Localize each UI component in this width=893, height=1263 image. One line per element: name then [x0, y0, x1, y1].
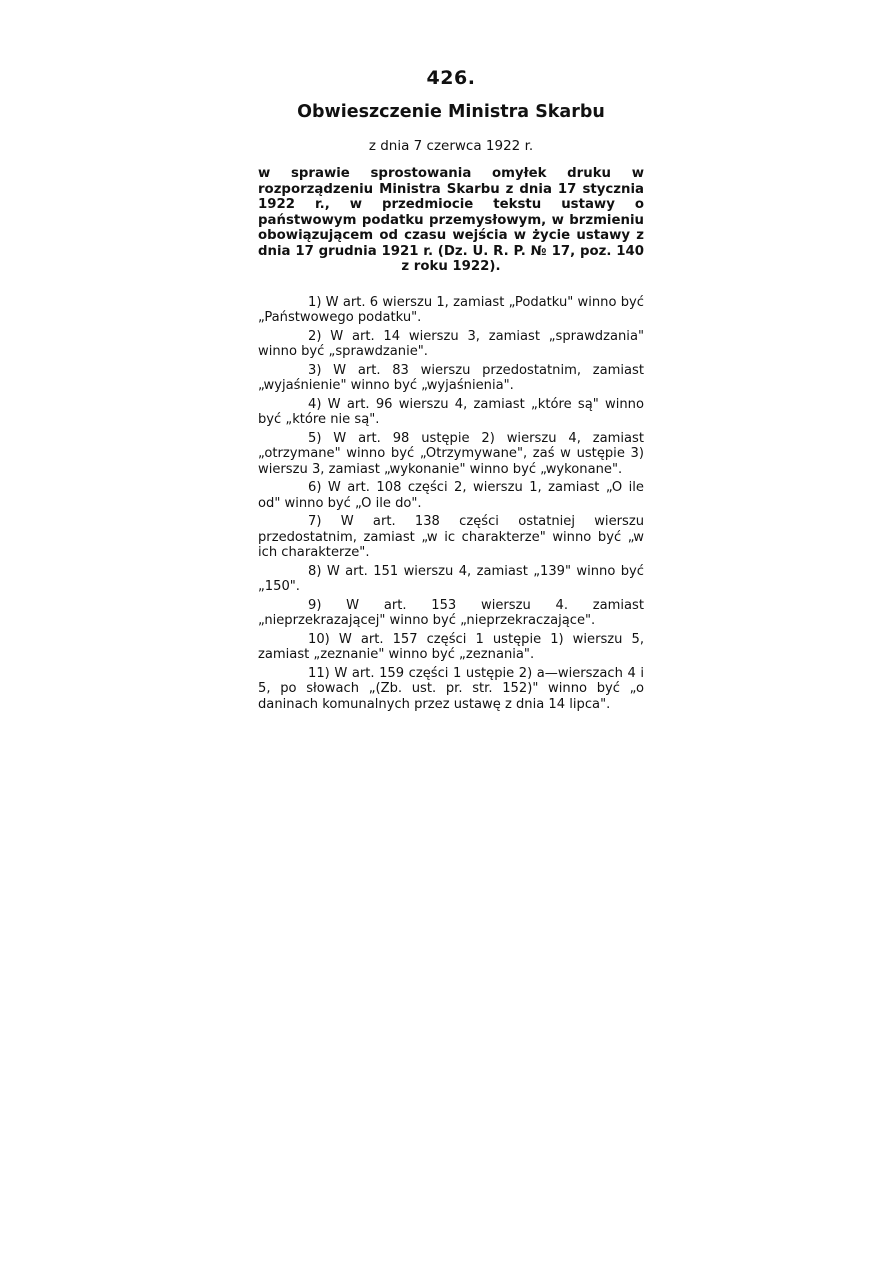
document-page: [258, 66, 644, 715]
correction-item: 4) W art. 96 wierszu 4, zamiast „które są" winno być „które nie są".: [258, 396, 644, 427]
correction-item: 3) W art. 83 wierszu przedostatnim, zamiast „wyjaśnienie" winno być „wyjaśnienia".: [258, 362, 644, 393]
page-number: 426.: [426, 67, 476, 89]
correction-item: 1) W art. 6 wierszu 1, zamiast „Podatku" winno być „Państwowego podatku".: [258, 294, 644, 325]
correction-item: 10) W art. 157 części 1 ustępie 1) wierszu 5, zamiast „zeznanie" winno być „zeznania".: [258, 631, 644, 662]
correction-item: 7) W art. 138 części ostatniej wierszu przedostatnim, zamiast „w ic charakterze" winno być „w ich charakterze".: [258, 514, 644, 560]
correction-item: 11) W art. 159 części 1 ustępie 2) a—wierszach 4 i 5, po słowach „(Zb. ust. pr. str. 152)" winno być „o daninach komunalnych przez ustawę z dnia 14 lipca".: [258, 665, 644, 712]
document-date: z dnia 7 czerwca 1922 r.: [368, 138, 534, 154]
corrections-list: [258, 295, 644, 713]
correction-item: 5) W art. 98 ustępie 2) wierszu 4, zamiast „otrzymane" winno być „Otrzymywane", zaś w ustępie 3) wierszu 3, zamiast „wykonanie" winno być „wykonane".: [258, 430, 644, 477]
document-title: Obwieszczenie Ministra Skarbu: [297, 102, 605, 122]
correction-item: 9) W art. 153 wierszu 4. zamiast „nieprzekrazającej" winno być „nieprzekraczające".: [258, 597, 644, 628]
correction-item: 8) W art. 151 wierszu 4, zamiast „139" winno być „150".: [258, 563, 644, 594]
correction-item: 6) W art. 108 części 2, wierszu 1, zamiast „O ile od" winno być „O ile do".: [258, 480, 644, 511]
correction-item: 2) W art. 14 wierszu 3, zamiast „sprawdzania" winno być „sprawdzanie".: [258, 328, 644, 359]
document-subject: w sprawie sprostowania omyłek druku w rozporządzeniu Ministra Skarbu z dnia 17 stycznia 1922 r., w przedmiocie tekstu ustawy o państwowym podatku przemysłowym, w brzmieniu obowiązującem od czasu wejścia w życie ustawy z dnia 17 grudnia 1921 r. (Dz. U. R. P. № 17, poz. 140 z roku 1922).: [258, 166, 644, 274]
